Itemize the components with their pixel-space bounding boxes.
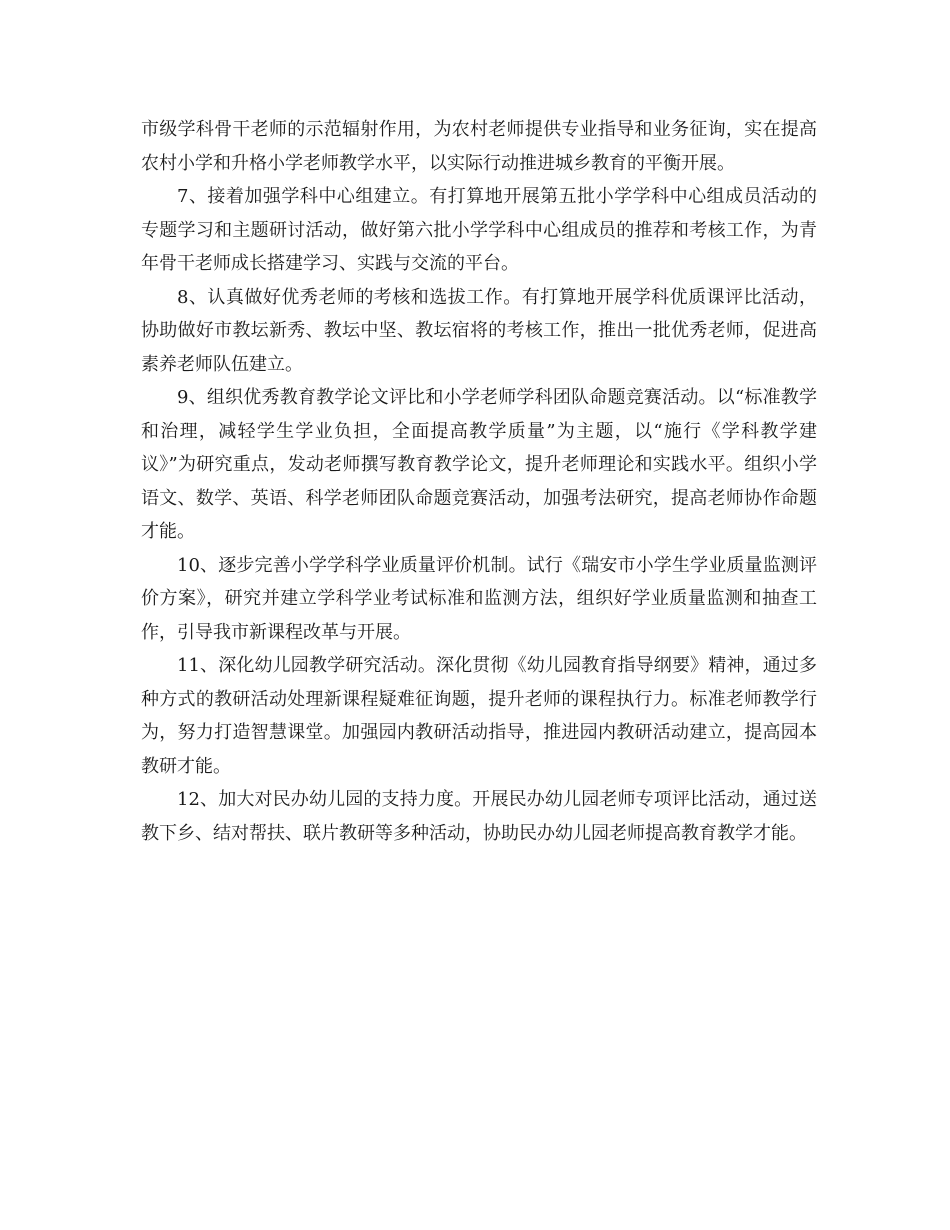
paragraph-item-11: 11、深化幼儿园教学研究活动。深化贯彻《幼儿园教育指导纲要》精神，通过多种方式的教研活动处理新课程疑难征询题，提升老师的课程执行力。标准老师教学行为，努力打造智慧课堂。加强园内教研活动指导，推进园内教研活动建立，提高园本教研才能。 (141, 655, 817, 777)
paragraph-item-7: 7、接着加强学科中心组建立。有打算地开展第五批小学学科中心组成员活动的专题学习和主题研讨活动，做好第六批小学学科中心组成员的推荐和考核工作，为青年骨干老师成长搭建学习、实践与交流的平台。 (141, 186, 817, 274)
paragraph-item-10: 10、逐步完善小学学科学业质量评价机制。试行《瑞安市小学生学业质量监测评价方案》，研究并建立学科学业考试标准和监测方法，组织好学业质量监测和抽查工作，引导我市新课程改革与开展。 (141, 554, 817, 643)
document-body (141, 113, 817, 850)
paragraph-continuation: 市级学科骨干老师的示范辐射作用，为农村老师提供专业指导和业务征询，实在提高农村小学和升格小学老师教学水平，以实际行动推进城乡教育的平衡开展。 (141, 119, 817, 174)
paragraph-item-9: 9、组织优秀教育教学论文评比和小学老师学科团队命题竞赛活动。以“标准教学和治理，减轻学生学业负担，全面提高教学质量”为主题，以“施行《学科教学建议》”为研究重点，发动老师撰写教育教学论文，提升老师理论和实践水平。组织小学语文、数学、英语、科学老师团队命题竞赛活动，加强考法研究，提高老师协作命题才能。 (141, 387, 817, 542)
paragraph-item-12: 12、加大对民办幼儿园的支持力度。开展民办幼儿园老师专项评比活动，通过送教下乡、结对帮扶、联片教研等多种活动，协助民办幼儿园老师提高教育教学才能。 (141, 789, 817, 844)
paragraph-item-8: 8、认真做好优秀老师的考核和选拔工作。有打算地开展学科优质课评比活动，协助做好市教坛新秀、教坛中坚、教坛宿将的考核工作，推出一批优秀老师，促进高素养老师队伍建立。 (141, 286, 817, 375)
